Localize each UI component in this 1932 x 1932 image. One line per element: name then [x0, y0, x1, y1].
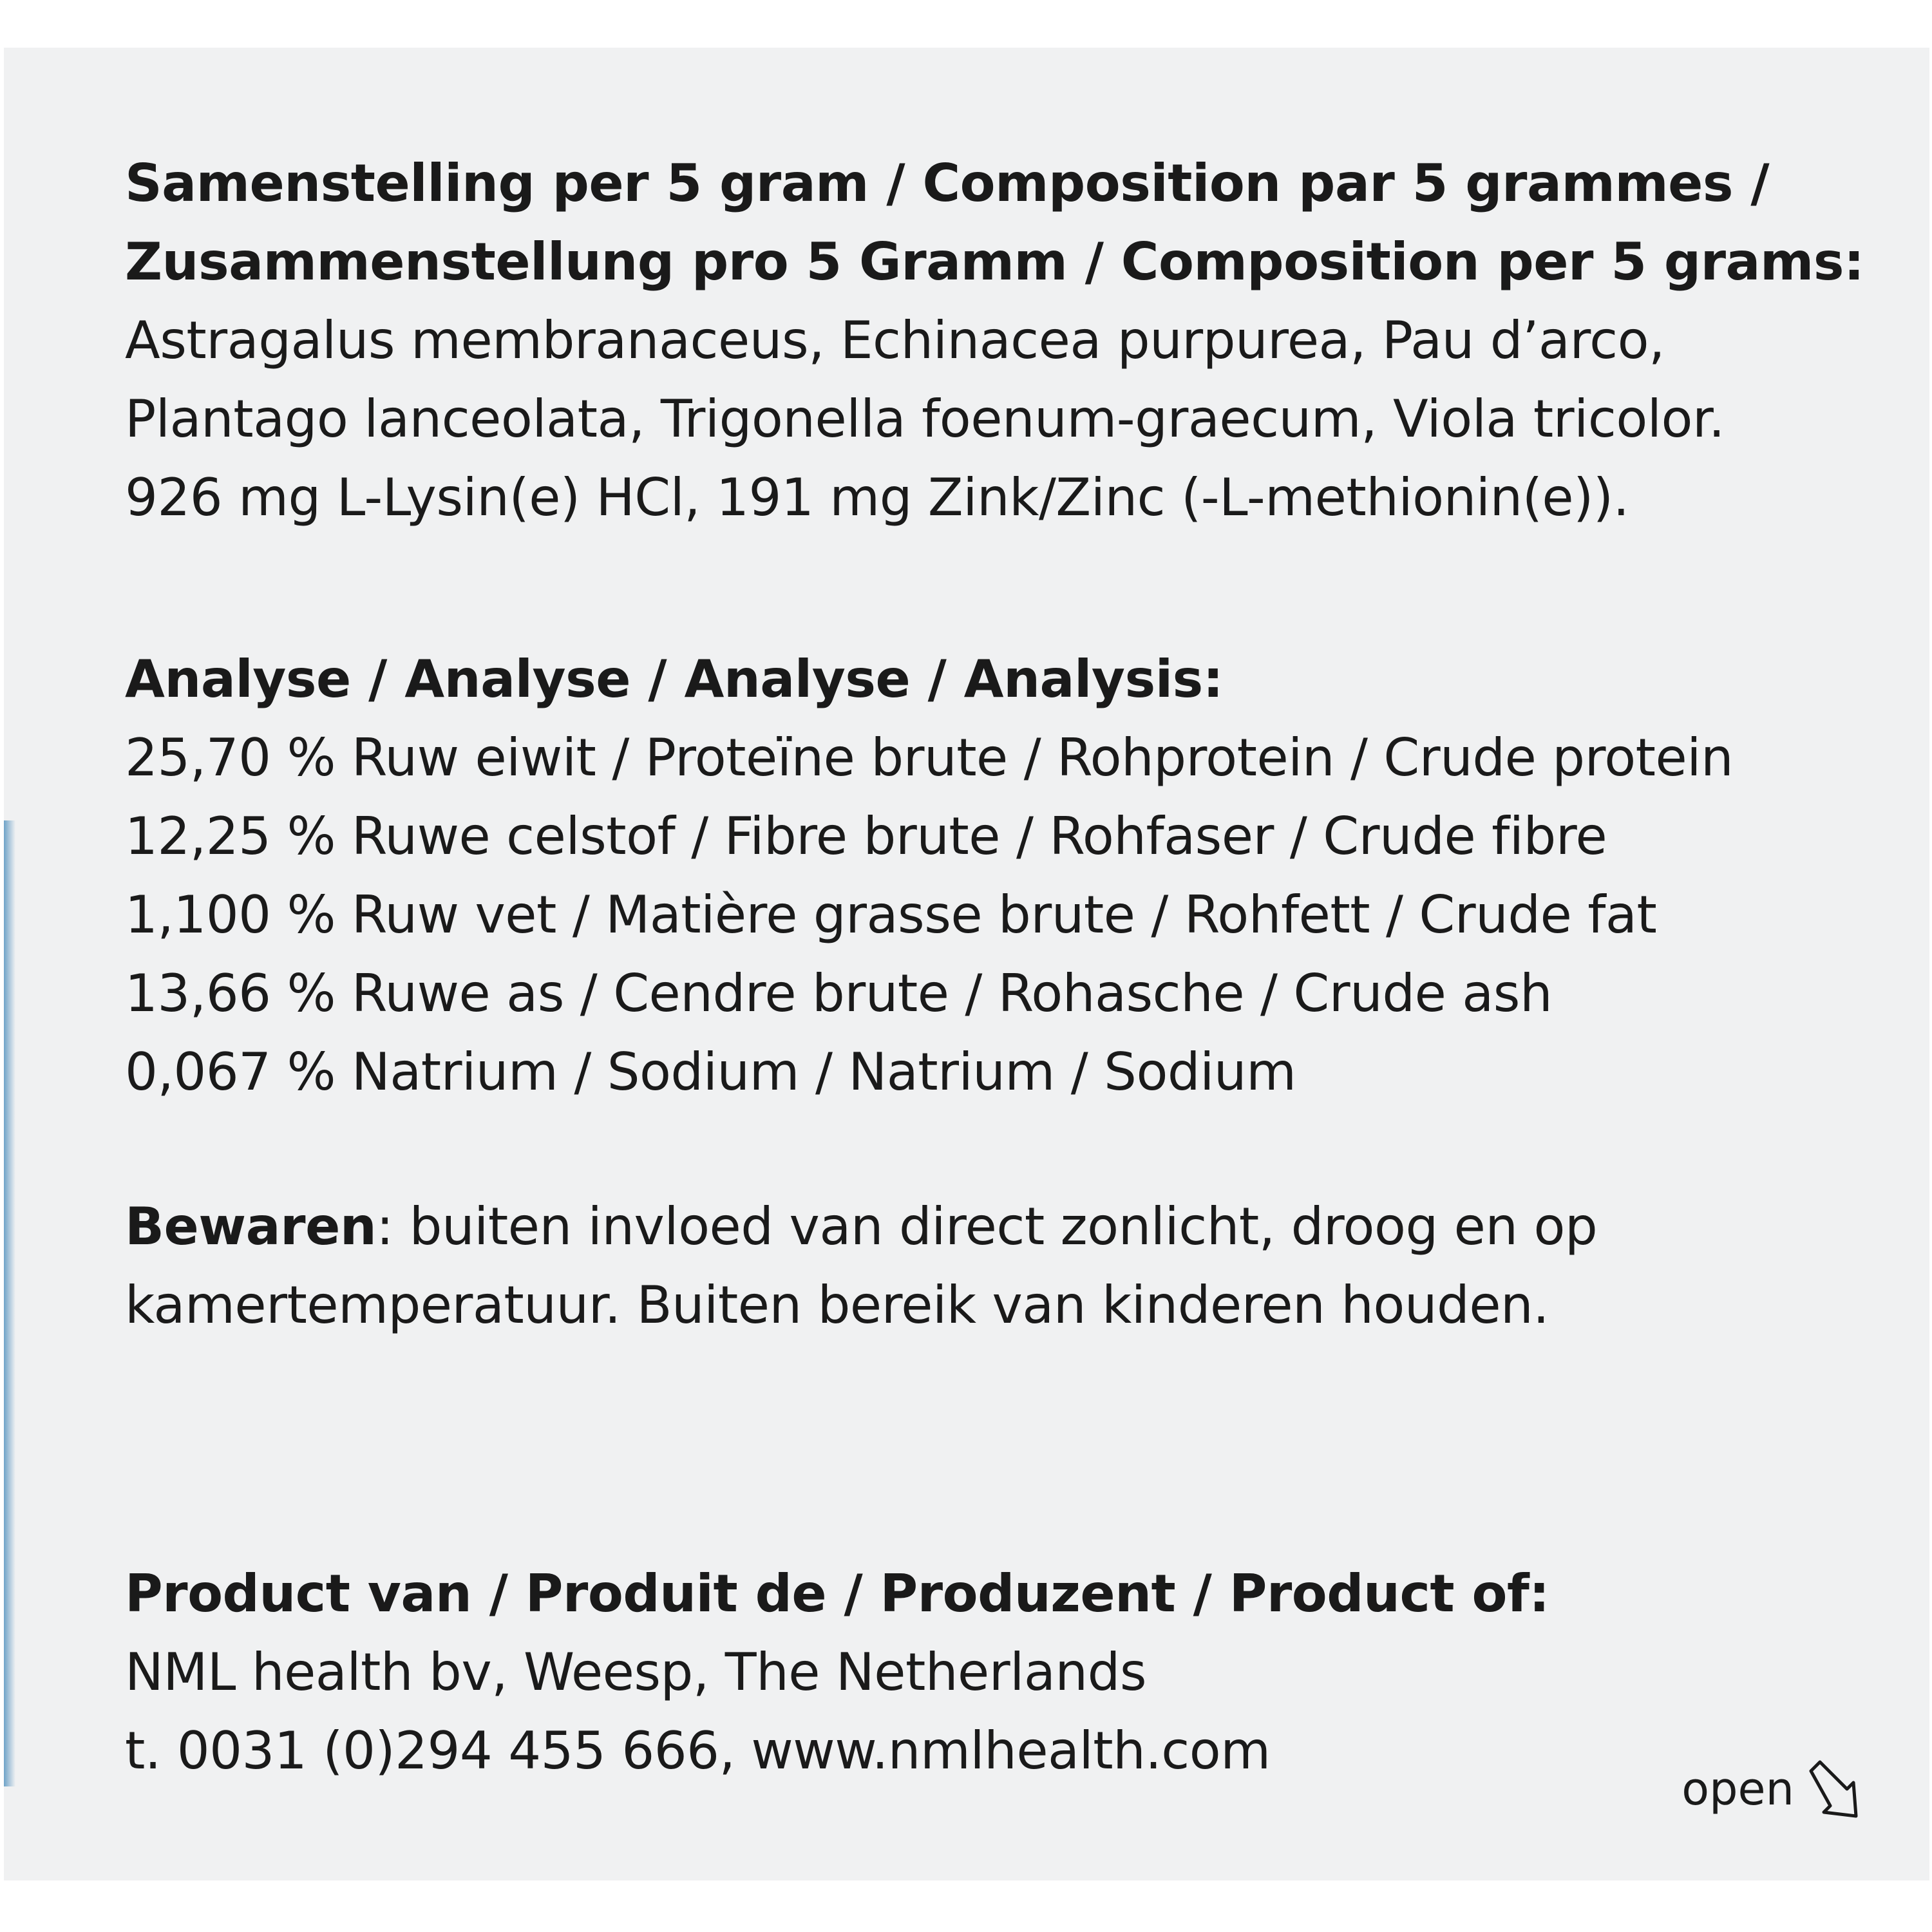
analysis-heading: Analyse / Analyse / Analyse / Analysis:: [125, 649, 1224, 709]
storage-line-2: kamertemperatuur. Buiten bereik van kinderen houden.: [125, 1275, 1549, 1335]
label-panel: [4, 48, 1929, 1880]
producer-contact: t. 0031 (0)294 455 666, www.nmlhealth.com: [125, 1721, 1271, 1781]
analysis-section: [125, 640, 1733, 1112]
producer-company: NML health bv, Weesp, The Netherlands: [125, 1642, 1147, 1702]
arrow-down-right-icon: [1807, 1757, 1865, 1821]
analysis-line: 0,067 % Natrium / Sodium / Natrium / Sodium: [125, 1042, 1296, 1102]
package-edge: [4, 820, 15, 1786]
composition-line: Plantago lanceolata, Trigonella foenum-graecum, Viola tricolor.: [125, 389, 1725, 449]
analysis-line: 13,66 % Ruwe as / Cendre brute / Rohasche / Crude ash: [125, 963, 1553, 1023]
composition-line: Astragalus membranaceus, Echinacea purpurea, Pau d’arco,: [125, 310, 1665, 370]
storage-text-1: : buiten invloed van direct zonlicht, droog en op: [376, 1197, 1598, 1256]
storage-line-1: [125, 1188, 1597, 1266]
storage-section: [125, 1188, 1597, 1345]
open-tab[interactable]: [1681, 1757, 1865, 1821]
producer-heading: Product van / Produit de / Produzent / Product of:: [125, 1564, 1549, 1624]
composition-heading-line-2: Zusammenstellung pro 5 Gramm / Composition per 5 grams:: [125, 232, 1864, 292]
analysis-line: 1,100 % Ruw vet / Matière grasse brute / Rohfett / Crude fat: [125, 885, 1657, 945]
composition-section: [125, 144, 1864, 537]
composition-heading-line-1: Samenstelling per 5 gram / Composition par 5 grammes /: [125, 153, 1770, 213]
composition-line: 926 mg L-Lysin(e) HCl, 191 mg Zink/Zinc (-L-methionin(e)).: [125, 468, 1629, 527]
analysis-line: 25,70 % Ruw eiwit / Proteïne brute / Rohprotein / Crude protein: [125, 728, 1734, 788]
analysis-line: 12,25 % Ruwe celstof / Fibre brute / Rohfaser / Crude fibre: [125, 806, 1607, 866]
storage-label: Bewaren: [125, 1197, 377, 1256]
producer-section: [125, 1555, 1549, 1790]
open-label: open: [1681, 1763, 1794, 1815]
